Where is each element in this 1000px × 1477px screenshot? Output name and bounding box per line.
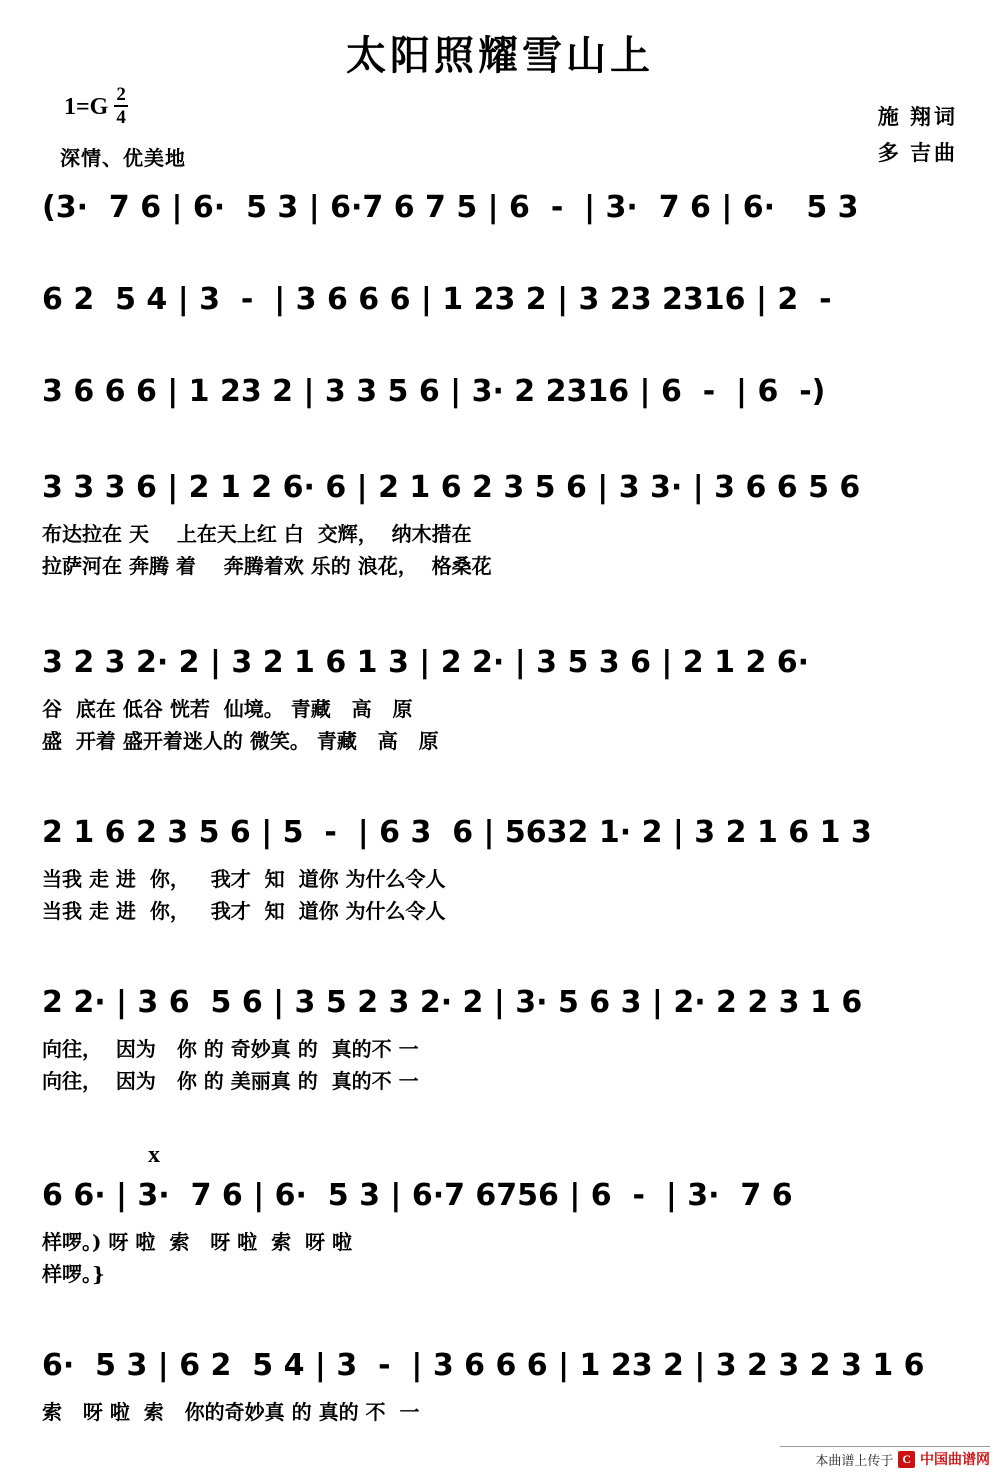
notation-line: 3 6 6 6 | 1 23 2 | 3 3 5 6 | 3· 2 2316 | 6 - | 6 -): [42, 374, 826, 409]
lyric-line-verse2: 样啰。}: [42, 1262, 105, 1286]
lyric-line-verse1: 谷 底在 低谷 恍若 仙境。 青藏 高 原: [42, 697, 413, 721]
footer-credit: [815, 1449, 990, 1469]
footer-divider: [780, 1446, 990, 1447]
notation-line: 3 2 3 2· 2 | 3 2 1 6 1 3 | 2 2· | 3 5 3 6 | 2 1 2 6·: [42, 645, 810, 680]
lyric-line-verse1: 当我 走 进 你， 我才 知 道你 为什么令人: [42, 867, 446, 891]
lyricist-credit: 施 翔词: [877, 105, 958, 129]
notation-line: 6· 5 3 | 6 2 5 4 | 3 - | 3 6 6 6 | 1 23 2 | 3 2 3 2 3 1 6: [42, 1348, 925, 1383]
notation-line: 3 3 3 6 | 2 1 2 6· 6 | 2 1 6 2 3 5 6 | 3 3· | 3 6 6 5 6: [42, 470, 861, 505]
notation-line: 6 2 5 4 | 3 - | 3 6 6 6 | 1 23 2 | 3 23 2316 | 2 -: [42, 282, 832, 317]
time-signature-numerator: 2: [116, 84, 126, 105]
notation-line: (3· 7 6 | 6· 5 3 | 6·7 6 7 5 | 6 - | 3· 7 6 | 6· 5 3: [42, 190, 859, 225]
credits: [878, 100, 958, 171]
time-signature-denominator: 4: [116, 107, 126, 128]
lyric-line-verse2: 拉萨河在 奔腾 着 奔腾着欢 乐的 浪花， 格桑花: [42, 554, 492, 578]
time-signature: [114, 85, 128, 127]
notation-line: 6 6· | 3· 7 6 | 6· 5 3 | 6·7 6756 | 6 - | 3· 7 6: [42, 1178, 793, 1213]
site-logo-icon: C: [898, 1451, 915, 1468]
lyric-line-verse1: 样啰。) 呀 啦 索 呀 啦 索 呀 啦: [42, 1230, 352, 1254]
expression-marking: 深情、优美地: [60, 148, 186, 170]
page-title: 太阳照耀雪山上: [346, 32, 654, 79]
lyric-line-verse1: 索 呀 啦 索 你的奇妙真 的 真的 不 一: [42, 1400, 420, 1424]
lyric-line-verse1: 布达拉在 天 上在天上红 白 交辉， 纳木措在: [42, 522, 472, 546]
lyric-line-verse1: 向往， 因为 你 的 奇妙真 的 真的不 一: [42, 1037, 419, 1061]
lyric-line-verse2: 向往， 因为 你 的 美丽真 的 真的不 一: [42, 1069, 419, 1093]
site-name-link[interactable]: 中国曲谱网: [920, 1453, 990, 1468]
segno-icon: x: [148, 1142, 160, 1168]
notation-line: 2 1 6 2 3 5 6 | 5 - | 6 3 6 | 5632 1· 2 | 3 2 1 6 1 3: [42, 815, 872, 850]
key-signature-text: 1=G: [64, 93, 109, 120]
composer-credit: 多 吉曲: [877, 140, 958, 165]
key-signature: [64, 86, 128, 128]
notation-line: 2 2· | 3 6 5 6 | 3 5 2 3 2· 2 | 3· 5 6 3 | 2· 2 2 3 1 6: [42, 985, 863, 1020]
footer-credit-text: 本曲谱上传于: [815, 1452, 894, 1468]
lyric-line-verse2: 当我 走 进 你， 我才 知 道你 为什么令人: [42, 899, 446, 923]
lyric-line-verse2: 盛 开着 盛开着迷人的 微笑。 青藏 高 原: [42, 729, 439, 753]
